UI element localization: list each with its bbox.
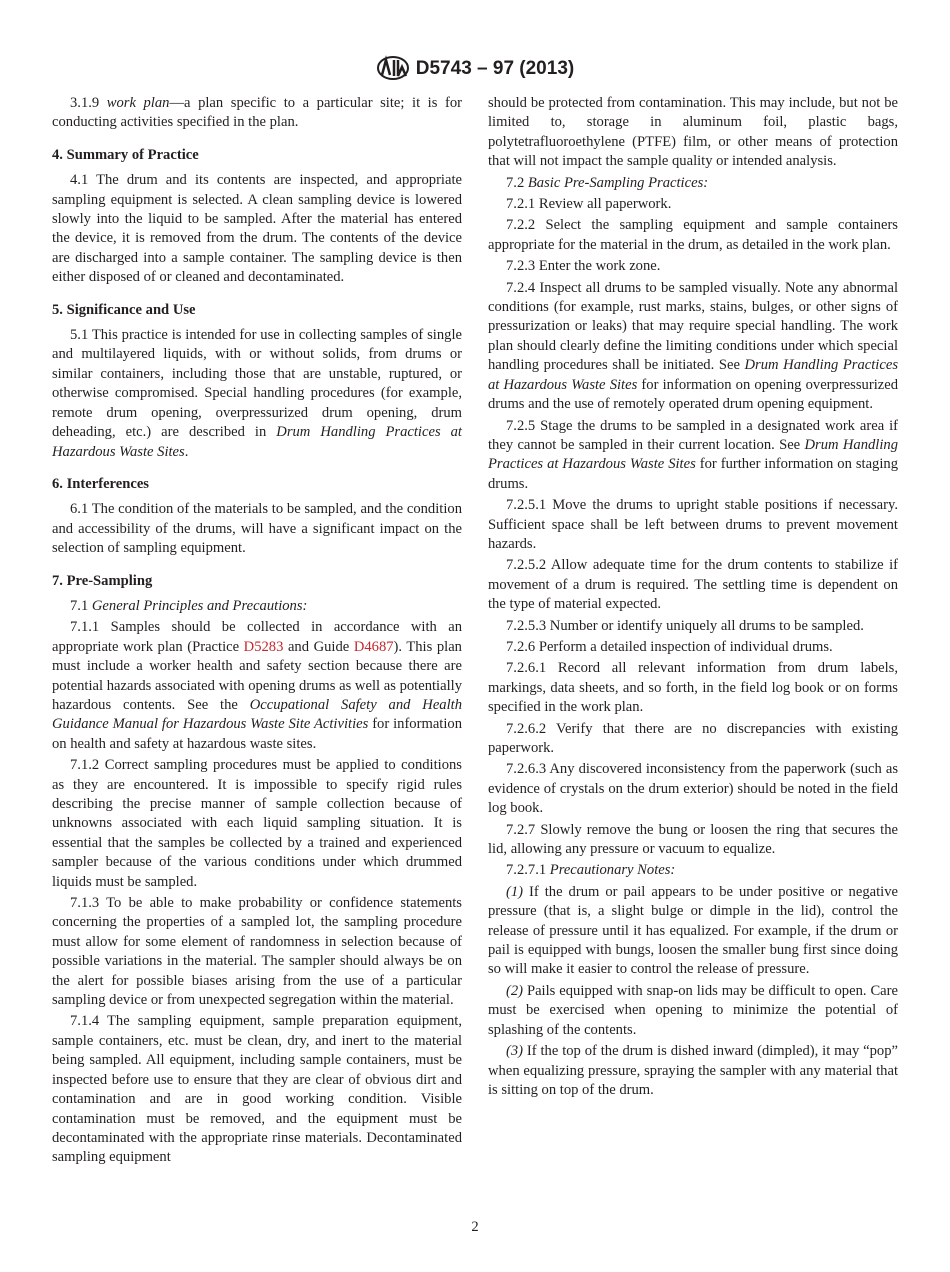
text: 7.2.7 Slowly remove the bung or loosen the ring that secures the lid, allowing any pressure or vacuum to equalize. [488,821,898,858]
section-heading [52,146,462,165]
text: 4.1 The drum and its contents are inspected, and appropriate sampling equipment is selected. A clean sampling device is lowered slowly into the liquid to be sampled. After the material has entered the device, it is removed from the drum. The contents of the device are discharged into a sample container. The sampling device is then either disposed of or cleaned and decontaminated. [52,172,462,286]
paragraph [488,982,898,1040]
text: 7.1 [70,597,92,614]
paragraph [488,556,898,614]
text: 7.1.3 To be able to make probability or confidence statements concerning the properties of a sampled lot, the sampling procedure must allow for some element of randomness in selection because of possible variations in the material. The sampler should always be on the alert for possible biases arising from the use of a particular sampling device or from unexpected segregation within the material. [52,895,462,1009]
paragraph [488,638,898,657]
text: 7.2.1 Review all paperwork. [506,196,672,213]
italic-text: Precautionary Notes: [549,862,676,879]
italic-text: General Principles and Precautions: [91,597,308,614]
paragraph [52,171,462,287]
italic-text: (1) [506,883,524,900]
italic-text: Drum Handling Practices at Hazardous Waste Sites [52,424,462,460]
page-number: 2 [471,1219,479,1235]
paragraph [52,1012,462,1167]
text: 7.2.6.3 Any discovered inconsistency from the paperwork (such as evidence of crystals on the drum exterior) should be noted in the field log book. [488,761,898,817]
text: 7.1.1 Samples should be collected in accordance with an appropriate work plan (Practice [52,619,462,655]
text: should be protected from contamination. This may include, but not be limited to, storage in aluminum foil, plastic bags, polytetrafluoroethylene (PTFE) film, or other means of protection that will not impact the sample quality or intended analysis. [488,95,898,170]
paragraph [488,417,898,495]
paragraph [488,195,898,214]
text: 7.1.2 Correct sampling procedures must be applied to conditions as they are encountered. It is impossible to specify rigid rules describing the precise manner of sample collection because of unknowns associated with each liquid sampling situation. It is essential that the samples be collected by a trained and experienced sampler because of the various conditions under which drummed liquids must be sampled. [52,757,462,890]
paragraph [52,894,462,1010]
text: 7.2.6.2 Verify that there are no discrepancies with existing paperwork. [488,720,898,756]
text: 7.2.5 Stage the drums to be sampled in a designated work area if they cannot be sampled in their current location. See [488,417,898,453]
text: for information on opening overpressurized drums and the use of remotely operated drum opening equipment. [488,376,898,413]
italic-text: Drum Handling Practices at Hazardous Waste Sites [488,357,898,393]
paragraph [488,94,898,172]
text: . [184,443,189,460]
text: 7.2.4 Inspect all drums to be sampled visually. Note any abnormal conditions (for example, rust marks, stains, bulges, or other signs of pressurization or leaks) that may require special handling. The work plan should clearly define the limiting conditions under which special handling procedures shall be initiated. See [488,279,898,374]
page-header [0,55,950,81]
right-column [488,94,898,1102]
text: 7.2.6 Perform a detailed inspection of individual drums. [506,638,833,655]
text: 7.2.2 Select the sampling equipment and sample containers appropriate for the material in the drum, as detailed in the work plan. [488,217,898,253]
left-column [52,94,462,1170]
text: for further information on staging drums. [488,456,898,492]
text: 7.2.5.1 Move the drums to upright stable positions if necessary. Sufficient space shall be left between drums to prevent movement hazards. [488,497,898,552]
text: 5.1 This practice is intended for use in collecting samples of single and multilayered liquids, with or without solids, from drums or similar containers, including those that are unstable, ruptured, or otherwise compromised. Special handling procedures (for example, remote drum opening, overpressurized drum opening, drum deheading, etc.) are described in [52,327,462,441]
paragraph [52,326,462,462]
text: 5. Significance and Use [52,301,196,318]
paragraph [488,760,898,818]
text: 7.2.6.1 Record all relevant information from drum labels, markings, data sheets, and so forth, in the field log book or on forms specified in the work plan. [488,660,898,716]
paragraph [488,617,898,636]
paragraph [488,883,898,980]
paragraph [488,861,898,880]
paragraph [488,174,898,193]
italic-text: work plan [106,95,170,111]
italic-text: Drum Handling Practices at Hazardous Waste Sites [488,436,898,473]
paragraph [488,1042,898,1100]
italic-text: Basic Pre-Sampling Practices: [527,174,709,191]
text: 6. Interferences [52,475,149,492]
reference-link[interactable]: D5283 [243,638,284,655]
text: If the top of the drum is dished inward (dimpled), it may “pop” when equalizing pressure, spraying the sampler with any material that is sitting on top of the drum. [488,1043,898,1098]
text: for information on health and safety at hazardous waste sites. [52,716,462,752]
section-heading [52,475,462,494]
text: 7.2 [506,174,528,191]
section-heading [52,572,462,591]
paragraph [488,496,898,554]
paragraph [488,257,898,276]
text: 7.2.5.3 Number or identify uniquely all drums to be sampled. [506,617,864,634]
text: 6.1 The condition of the materials to be sampled, and the condition and accessibility of the drums, will have a significant impact on the selection of sampling equipment. [52,501,462,557]
text: 4. Summary of Practice [52,146,199,163]
paragraph [488,279,898,415]
paragraph [52,756,462,892]
paragraph [52,597,462,616]
italic-text: (2) [506,982,524,999]
text: 7.1.4 The sampling equipment, sample preparation equipment, sample containers, etc. must be clean, dry, and inert to the material being sampled. All equipment, including sample containers, must be inspected before use to ensure that they are clear of obvious dirt and contamination and are in good working condition. Visible contamination must be removed, and the equipment must be decontaminated with the appropriate rinse materials. Decontaminated sampling equipment [52,1013,462,1166]
paragraph [488,659,898,717]
paragraph [488,216,898,255]
section-heading [52,301,462,320]
text: 7.2.3 Enter the work zone. [506,258,661,275]
text: 7.2.5.2 Allow adequate time for the drum contents to stabilize if movement of a drum is required. The settling time is dependent on the type of material expected. [488,557,898,613]
text: and Guide [283,638,354,655]
paragraph [52,94,462,133]
text: ). This plan must include a worker health and safety section because there are potential hazards associated with opening drums as well as potentially hazardous contents. See the [52,638,462,713]
reference-link[interactable]: D4687 [353,638,394,655]
text: If the drum or pail appears to be under positive or negative pressure (that is, a slight bulge or dimple in the lid), control the release of pressure until it has equalized. For example, if the drum or pail is equipped with bungs, loosen the smaller bung first since doing so will make it easier to control the release of pressure. [488,883,898,978]
text: 7. Pre-Sampling [52,572,153,589]
paragraph [488,720,898,759]
paragraph [52,500,462,558]
italic-text: (3) [506,1043,524,1060]
paragraph [52,618,462,754]
text: 7.2.7.1 [506,862,550,879]
text: 3.1.9 [70,95,107,111]
text: Pails equipped with snap-on lids may be difficult to open. Care must be exercised when opening to minimize the potential of splashing of the contents. [488,982,898,1038]
document-designation: D5743 – 97 (2013) [415,58,575,79]
astm-logo-icon [376,55,410,81]
italic-text: Occupational Safety and Health Guidance Manual for Hazardous Waste Site Activities [52,696,463,733]
paragraph [488,821,898,860]
text: —a plan specific to a particular site; it is for conducting activities specified in the plan. [52,95,462,131]
